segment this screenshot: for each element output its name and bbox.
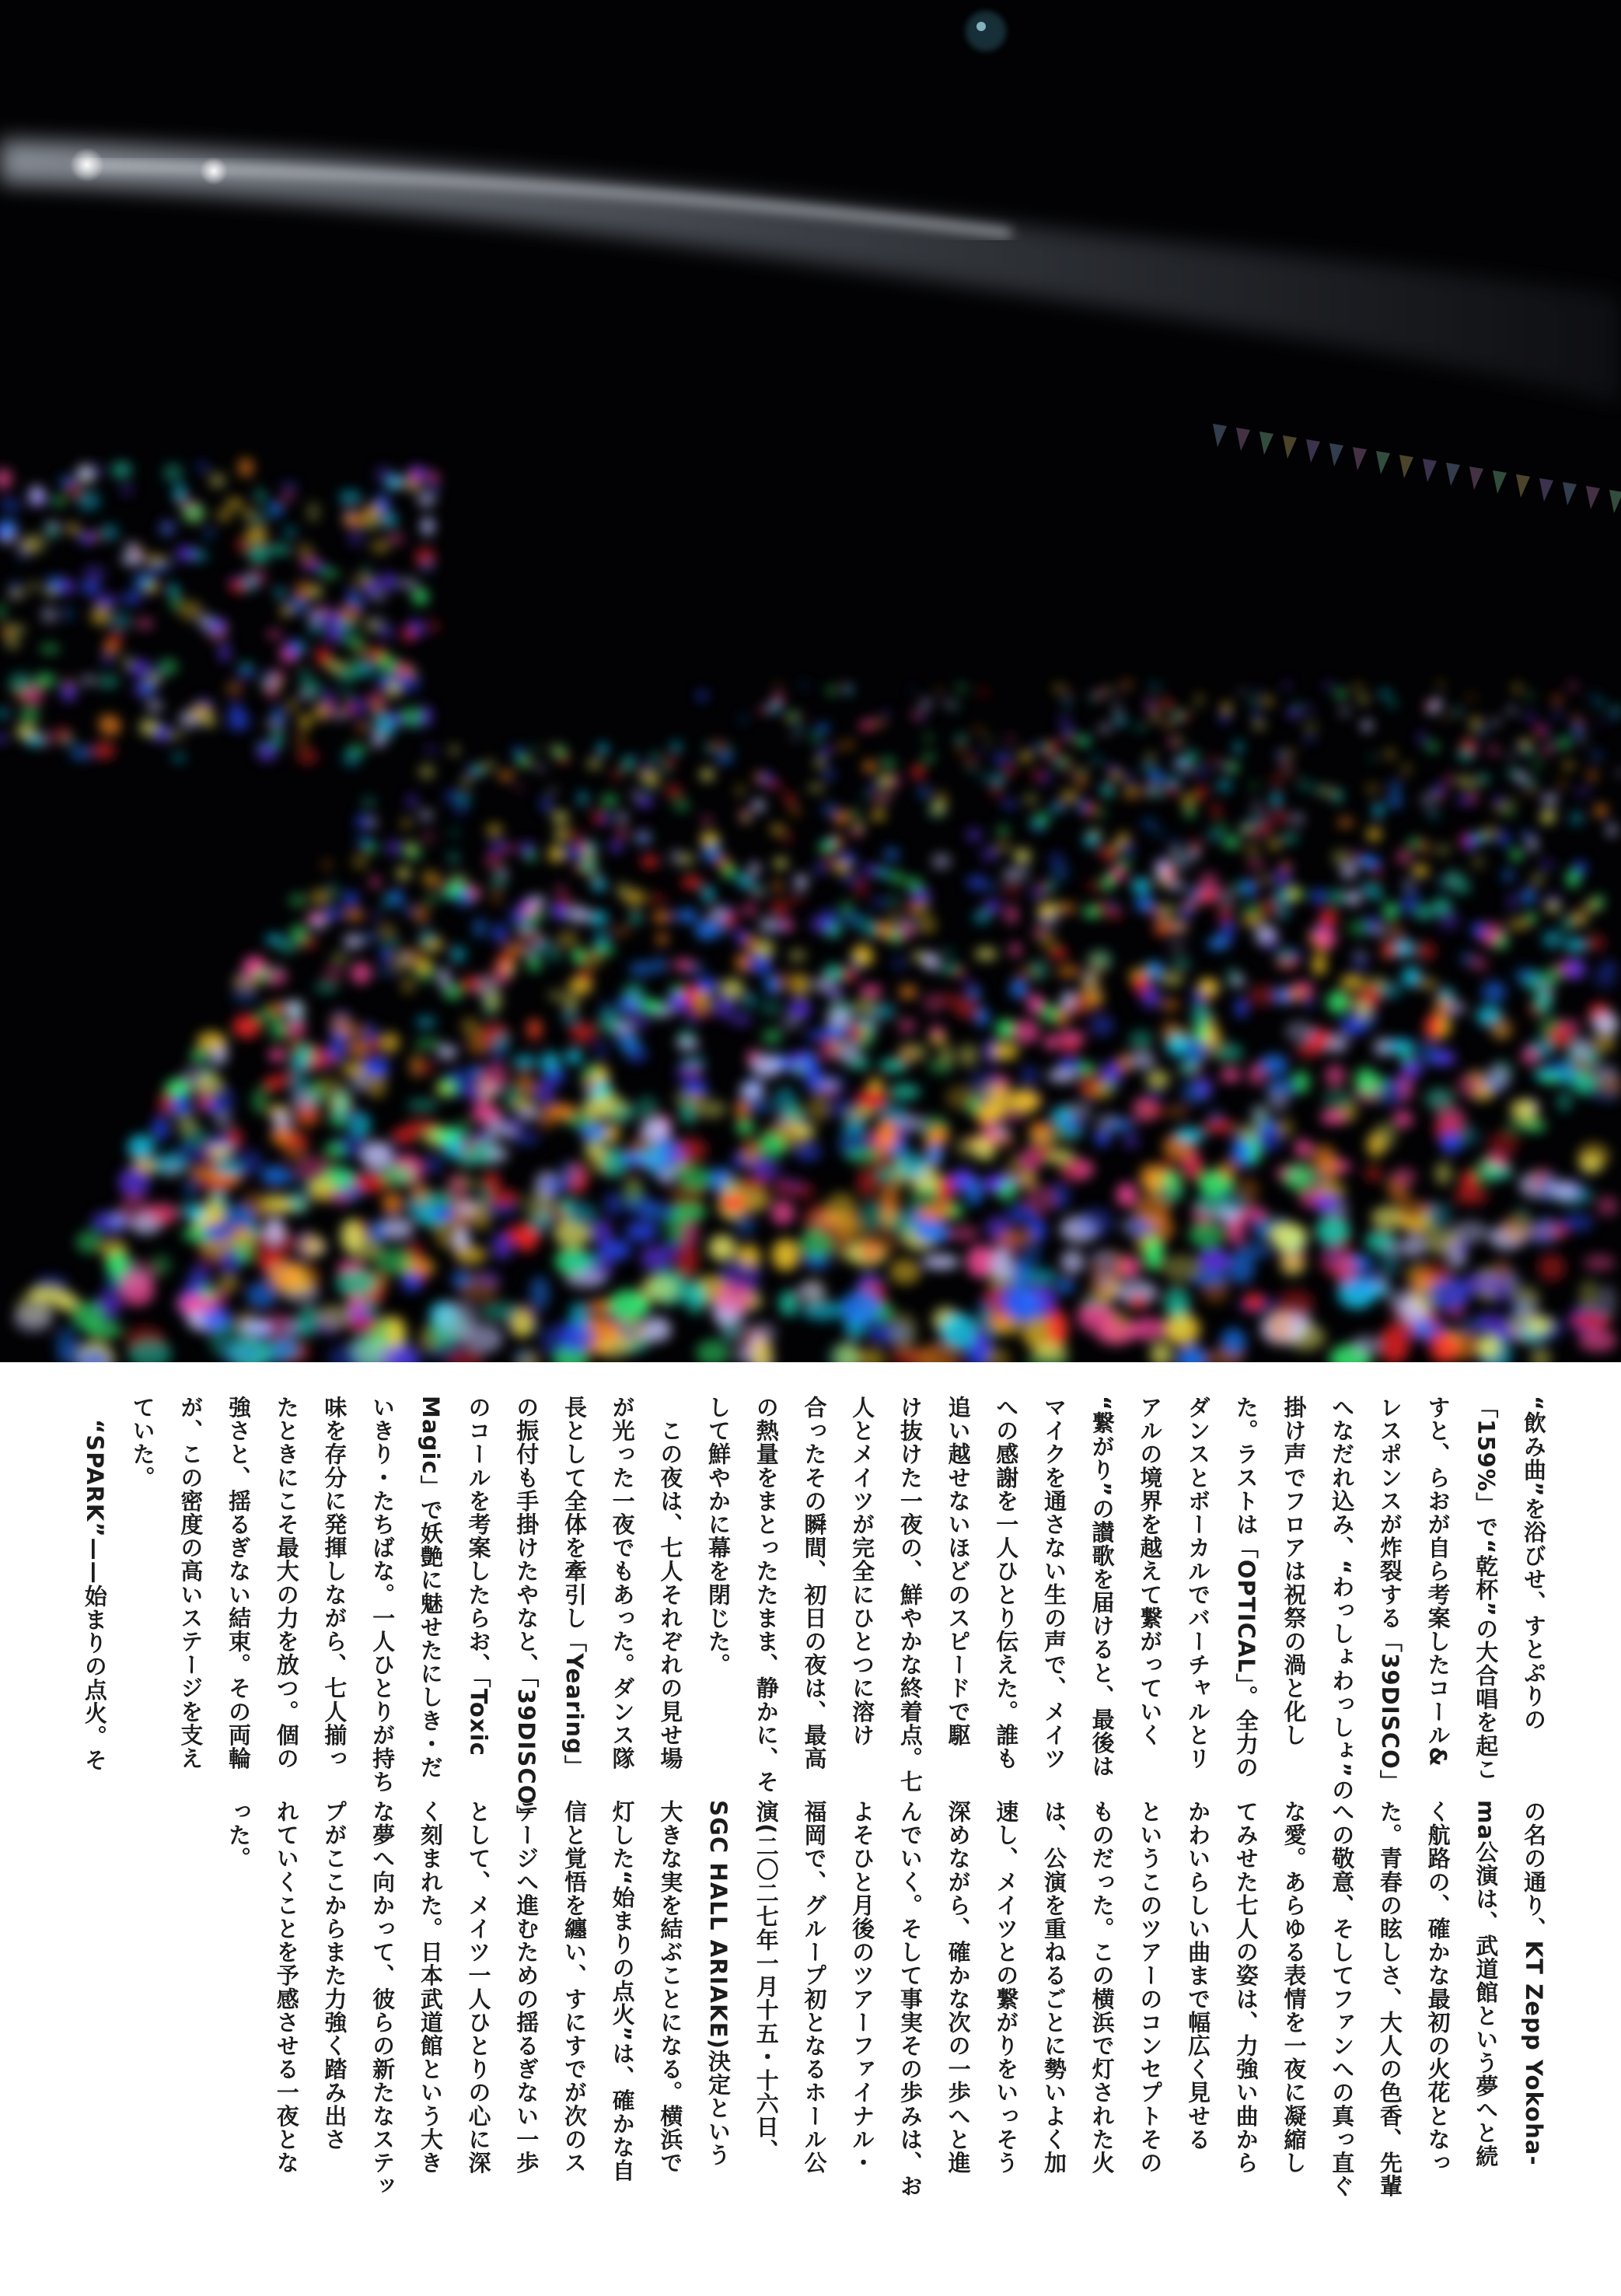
text-column: アルの境界を越えて繋がっていく: [1137, 1396, 1164, 1747]
text-column: った。: [225, 1800, 253, 1871]
text-column: の振付も手掛けたやなと、「39DISCO」: [513, 1396, 540, 1829]
text-column: 強さと、揺るぎない結束。その両輪: [225, 1396, 253, 1770]
text-column: “繋がり”の讃歌を届けると、最後は: [1088, 1396, 1116, 1778]
text-column: てみせた七人の姿は、力強い曲から: [1232, 1800, 1259, 2175]
text-column: への敬意、そしてファンへの真っ直ぐ: [1329, 1800, 1356, 2198]
text-column: 掛け声でフロアは祝祭の渦と化し: [1280, 1396, 1308, 1747]
article-text-lower: [204, 1800, 1557, 2296]
text-column: 演(二〇二七年一月十五・十六日、: [753, 1800, 780, 2162]
text-column: 合ったその瞬間、初日の夜は、最高: [801, 1396, 828, 1770]
text-column: た。青春の眩しさ、大人の色香、先輩: [1376, 1800, 1403, 2198]
text-column: ma公演は、武道館という夢へと続: [1473, 1800, 1500, 2168]
text-column: は、公演を重ねるごとに勢いよく加: [1040, 1800, 1067, 2175]
text-column: いきり・たちばな。一人ひとりが持ち: [369, 1396, 397, 1794]
text-column: かわいらしい曲まで幅広く見せる: [1185, 1800, 1212, 2151]
text-column: 深めながら、確かな次の一歩へと進: [945, 1800, 972, 2175]
text-column: 信と覚悟を纏い、すにすでが次のス: [561, 1800, 588, 2175]
text-column: というこのツアーのコンセプトその: [1137, 1800, 1164, 2175]
text-column: “飲み曲”を浴びせ、すとぷりの: [1521, 1396, 1547, 1732]
text-column: Magic」で妖艶に魅せたにしき・だ: [417, 1396, 444, 1780]
text-column: 追い越せないほどのスピードで駆: [945, 1396, 972, 1747]
text-column: よそひと月後のツアーファイナル・: [849, 1800, 876, 2175]
text-column: 長として全体を牽引し「Yearing」: [561, 1396, 588, 1779]
text-column: ものだった。この横浜で灯された火: [1088, 1800, 1116, 2175]
text-column: テージへ進むための揺るぎない一歩: [513, 1800, 540, 2175]
text-column: 福岡で、グループ初となるホール公: [801, 1800, 828, 2175]
text-column: く刻まれた。日本武道館という大き: [417, 1800, 444, 2175]
text-column: の名の通り、KT Zepp Yokoha-: [1521, 1800, 1547, 2166]
text-column: この夜は、七人それぞれの見せ場: [657, 1396, 684, 1770]
text-column: のコールを考案したらお、「Toxic: [465, 1396, 492, 1756]
text-column: が光った一夜でもあった。ダンス隊: [609, 1396, 636, 1770]
text-column: たときにこそ最大の力を放つ。個の: [273, 1396, 300, 1770]
text-column: して鮮やかに幕を閉じた。: [705, 1396, 732, 1677]
text-column: け抜けた一夜の、鮮やかな終着点。七: [896, 1396, 924, 1794]
text-column: プがここからまた力強く踏み出さ: [321, 1800, 348, 2151]
text-column: 灯した“始まりの点火”は、確かな自: [609, 1800, 636, 2182]
text-column: な愛。あらゆる表情を一夜に凝縮し: [1280, 1800, 1308, 2175]
text-column: 味を存分に発揮しながら、七人揃っ: [321, 1396, 348, 1770]
text-column: んでいく。そして事実その歩みは、お: [896, 1800, 924, 2198]
text-column: レスポンスが炸裂する「39DISCO」: [1376, 1396, 1403, 1793]
text-column: な夢へ向かって、彼らの新たなステッ: [369, 1800, 397, 2198]
mirror-ball: [966, 11, 1006, 51]
text-column: 大きな実を結ぶことになる。横浜で: [657, 1800, 684, 2175]
text-column: すと、らおが自ら考案したコール&: [1424, 1396, 1452, 1767]
text-column: た。ラストは「OPTICAL」。全力の: [1232, 1396, 1259, 1780]
text-column: への感謝を一人ひとり伝えた。誰も: [993, 1396, 1020, 1770]
text-column: ダンスとボーカルでバーチャルとリ: [1185, 1396, 1212, 1770]
text-column: 速し、メイツとの繋がりをいっそう: [993, 1800, 1020, 2175]
text-column: く航路の、確かな最初の火花となっ: [1424, 1800, 1452, 2175]
text-column: ていた。: [129, 1396, 156, 1490]
text-column: れていくことを予感させる一夜とな: [273, 1800, 300, 2175]
text-column: マイクを通さない生の声で、メイツ: [1040, 1396, 1067, 1770]
text-column: “SPARK”——始まりの点火。そ: [81, 1396, 108, 1772]
text-column: へなだれ込み、“わっしょわっしょ”の: [1329, 1396, 1356, 1802]
text-column: 「159%」で“乾杯”の大合唱を起こ: [1473, 1396, 1500, 1781]
text-column: SGC HALL ARIAKE)決定という: [705, 1800, 732, 2167]
text-column: の熱量をまとったたまま、静かに、そ: [753, 1396, 780, 1794]
text-column: 人とメイツが完全にひとつに溶け: [849, 1396, 876, 1747]
text-column: が、この密度の高いステージを支え: [177, 1396, 204, 1770]
text-column: として、メイツ一人ひとりの心に深: [465, 1800, 492, 2175]
